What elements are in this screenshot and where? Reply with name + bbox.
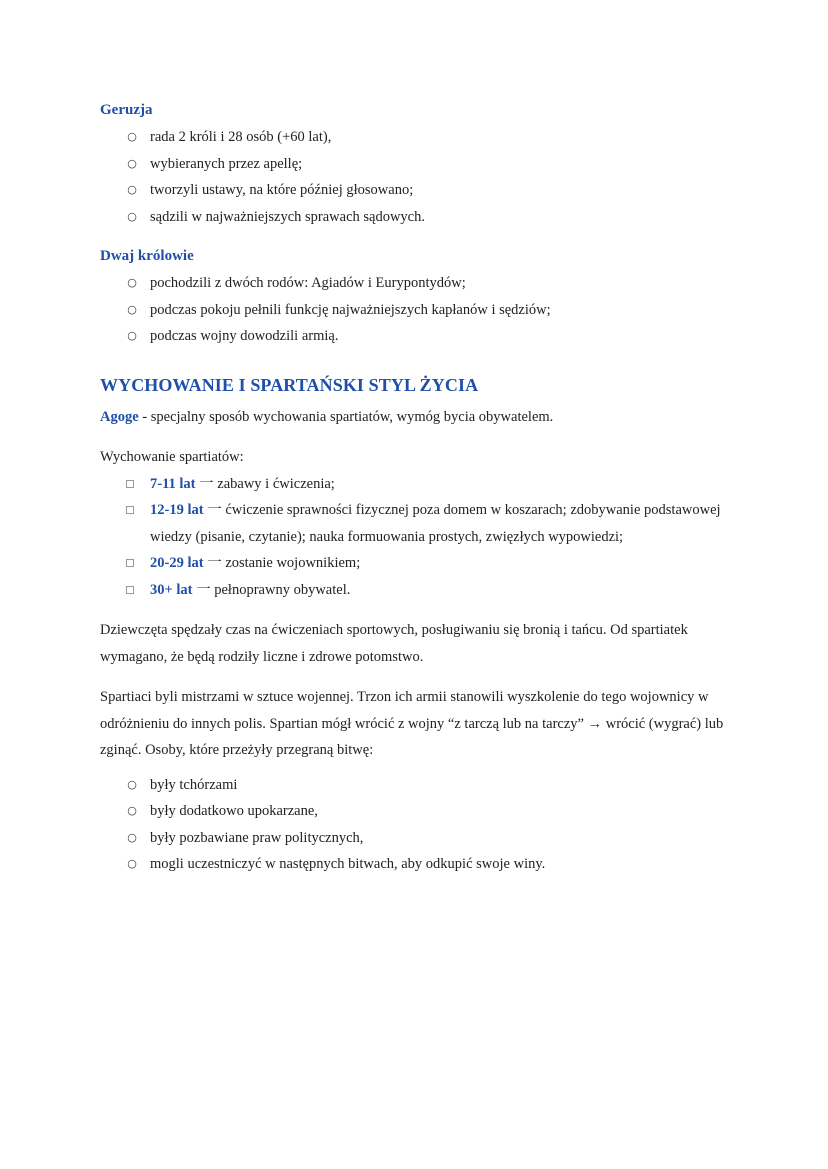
circle-bullet-icon: ○ [127,156,137,170]
circle-bullet-icon: ○ [127,804,137,817]
circle-bullet-icon: ○ [127,857,137,870]
przegrani-list [100,772,730,878]
square-bullet-icon [126,559,134,567]
list-item: ○ wybieranych przez apellę; [100,151,730,178]
list-item: 12-19 lat 一 ćwiczenie sprawności fizycznej poza domem w koszarach; zdobywanie podstawowej wiedzy (pisanie, czytanie); nauka formuowania prostych, zwięzłych wypowiedzi; [100,497,730,550]
dziewczeta-paragraph: Dziewczęta spędzały czas na ćwiczeniach sportowych, posługiwaniu się bronią i tańcu. Od spartiatek wymagano, że będą rodziły liczne i zdrowe potomstwo. [100,622,688,665]
list-item: 20-29 lat 一 zostanie wojownikiem; [100,550,730,577]
list-item: ○ sądzili w najważniejszych sprawach sądowych. [100,204,730,231]
wychowanie-list [100,471,730,604]
krolowie-heading: Dwaj królowie [100,248,194,264]
geruzja-heading: Geruzja [100,102,153,118]
list-item: ○ rada 2 króli i 28 osób (+60 lat), [100,124,730,151]
circle-bullet-icon: ○ [127,329,137,342]
agoge-paragraph [100,404,730,431]
circle-bullet-icon: ○ [127,276,137,289]
circle-bullet-icon: ○ [127,209,137,223]
square-bullet-icon [126,586,134,594]
list-item: ○ były dodatkowo upokarzane, [100,798,730,825]
circle-bullet-icon: ○ [127,302,137,316]
circle-bullet-icon: ○ [127,130,137,143]
square-bullet-icon [126,506,134,514]
circle-bullet-icon: ○ [127,830,137,844]
agoge-text: - specjalny sposób wychowania spartiatów, wymóg bycia obywatelem. [138,408,554,425]
document-page [100,98,730,878]
circle-bullet-icon: ○ [127,777,137,791]
list-item: ○ były tchórzami [100,772,730,799]
list-item: ○ pochodzili z dwóch rodów: Agiadów i Eurypontydów; [100,270,730,297]
geruzja-list [100,124,730,230]
krolowie-list [100,270,730,350]
spartiaci-paragraph: Spartiaci byli mistrzami w sztuce wojennej. Trzon ich armii stanowili wyszkolenie do tego wojownicy w odróżnieniu do innych polis. Spartian mógł wrócić z wojny “z tarczą lub na tarczy” → wrócić (wygrać) lub zginąć. Osoby, które przeżyły przegraną bitwę: [100,689,724,758]
list-item: 7-11 lat 一 zabawy i ćwiczenia; [100,471,730,498]
circle-bullet-icon: ○ [127,183,137,196]
list-item: ○ podczas wojny dowodzili armią. [100,323,730,350]
list-item: ○ tworzyli ustawy, na które później głosowano; [100,177,730,204]
square-bullet-icon [126,480,134,488]
list-item: ○ były pozbawiane praw politycznych, [100,825,730,852]
wychowanie-intro: Wychowanie spartiatów: [100,449,244,465]
list-item: ○ podczas pokoju pełnili funkcję najważniejszych kapłanów i sędziów; [100,297,730,324]
agoge-term: Agoge [100,408,139,425]
section-title: WYCHOWANIE I SPARTAŃSKI STYL ŻYCIA [100,374,479,395]
list-item: 30+ lat 一 pełnoprawny obywatel. [100,577,730,604]
list-item: ○ mogli uczestniczyć w następnych bitwach, aby odkupić swoje winy. [100,851,730,878]
